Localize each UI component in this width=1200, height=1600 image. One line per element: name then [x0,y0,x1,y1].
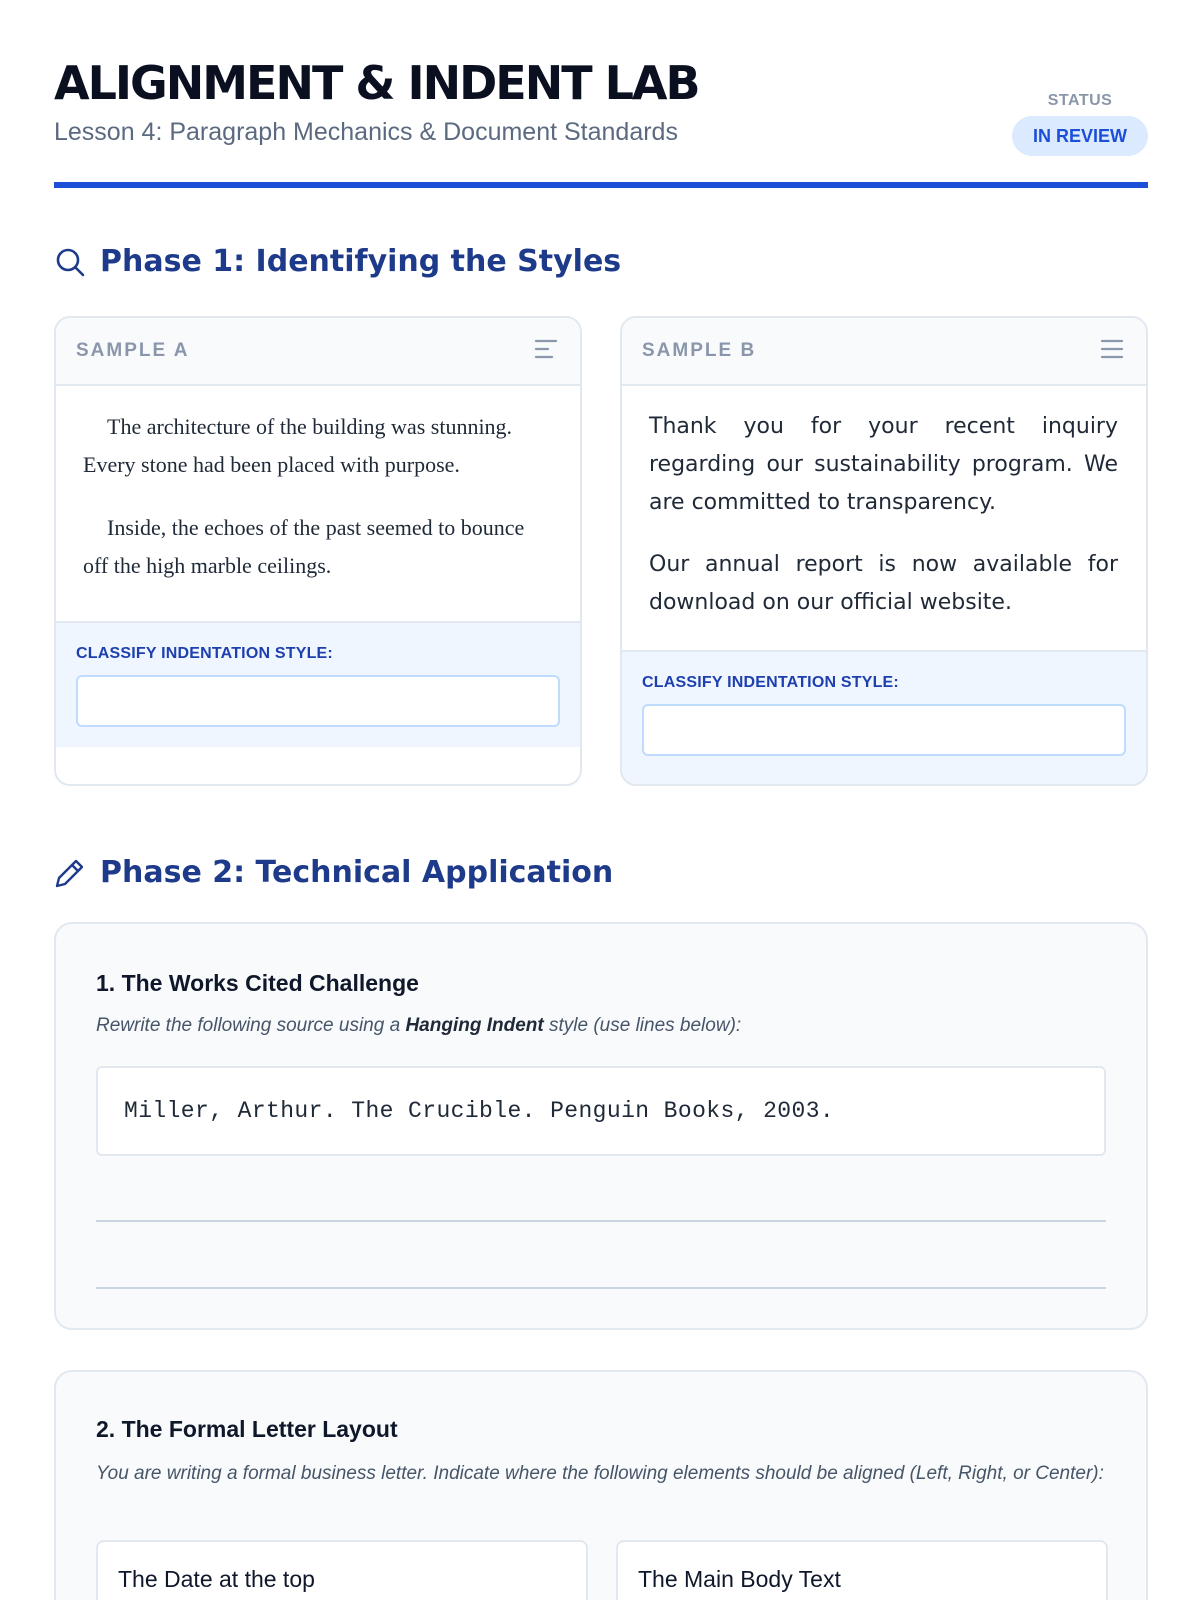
align-item-body [616,1540,1108,1600]
task1-title: 1. The Works Cited Challenge [96,970,419,996]
sample-a-classify-input[interactable] [76,675,560,727]
sample-b-text [622,386,1146,650]
align-item-date [96,1540,588,1600]
sample-b-classify-label: CLASSIFY INDENTATION STYLE: [642,674,899,691]
sample-b-classify [622,650,1146,776]
sample-a-label: SAMPLE A [76,340,190,361]
worksheet-page [54,0,1148,1592]
phase1-title: Phase 1: Identifying the Styles [100,244,622,279]
phase2-title: Phase 2: Technical Application [100,855,614,890]
sample-a-header [56,318,580,386]
works-cited-panel [54,922,1148,1330]
search-icon [54,246,86,278]
page-header [54,0,1148,188]
task1-instr-pre: Rewrite the following source using a [96,1015,406,1036]
task1-instr-post: style (use lines below): [543,1015,742,1036]
answer-line[interactable] [96,1287,1106,1289]
phase1-heading [54,244,621,279]
sample-b-label: SAMPLE B [642,340,757,361]
sample-a-paragraph: The architecture of the building was stunning. Every stone had been placed with purpose. [83,414,513,477]
sample-b-classify-input[interactable] [642,704,1126,756]
task2-instructions: You are writing a formal business letter. Indicate where the following elements should be aligned (Left, Right, or Center): [96,1463,1104,1484]
align-item-label: The Main Body Text [638,1566,841,1592]
task1-instructions [96,1012,1106,1039]
sample-a-classify [56,621,580,747]
align-item-label: The Date at the top [118,1566,315,1592]
formal-letter-panel [54,1370,1148,1600]
status-label: STATUS [1047,92,1113,109]
sample-b-card [620,316,1148,786]
task2-title: 2. The Formal Letter Layout [96,1416,398,1442]
status-badge: IN REVIEW [1012,116,1148,156]
sample-a-text [56,386,580,621]
source-citation-box [96,1066,1106,1156]
align-left-icon [534,338,558,365]
task1-instr-bold: Hanging Indent [405,1015,544,1036]
sample-b-paragraph: Thank you for your recent inquiry regarding our sustainability program. We are committed to transparency. [649,414,1118,515]
status-block [1012,92,1148,156]
source-citation: Miller, Arthur. The Crucible. Penguin Books, 2003. [124,1098,835,1124]
sample-a-classify-label: CLASSIFY INDENTATION STYLE: [76,645,333,662]
pencil-icon [54,857,86,889]
sample-a-card [54,316,582,786]
align-justify-icon [1100,338,1124,365]
sample-b-paragraph: Our annual report is now available for download on our official website. [649,552,1118,615]
page-subtitle: Lesson 4: Paragraph Mechanics & Document Standards [54,118,678,146]
phase2-heading [54,855,613,890]
sample-a-paragraph: Inside, the echoes of the past seemed to bounce off the high marble ceilings. [83,515,525,578]
answer-line[interactable] [96,1220,1106,1222]
page-title: ALIGNMENT & INDENT LAB [54,56,699,110]
sample-b-header [622,318,1146,386]
